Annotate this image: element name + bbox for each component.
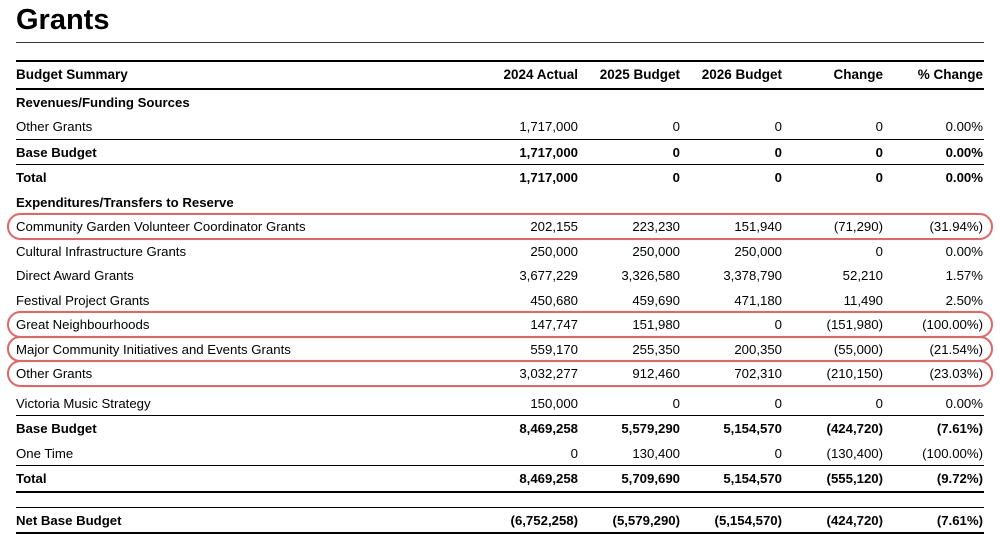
page-title: Grants [16, 5, 984, 43]
cell-pct-change: (100.00%) [922, 317, 983, 333]
cell-change: (210,150) [826, 366, 883, 382]
table-row-community-garden-grants [16, 214, 984, 239]
table-row-total-expenditure [16, 465, 984, 493]
column-header-pct-change: % Change [917, 66, 983, 82]
column-header-2025-budget: 2025 Budget [599, 66, 680, 82]
cell-2026-budget: 250,000 [734, 243, 782, 259]
row-label: Festival Project Grants [16, 292, 150, 308]
cell-2024-actual: 202,155 [530, 219, 578, 235]
row-label: Direct Award Grants [16, 268, 134, 284]
budget-summary-table [16, 60, 984, 534]
cell-2025-budget: 223,230 [632, 219, 680, 235]
row-label: Cultural Infrastructure Grants [16, 243, 187, 259]
cell-2025-budget: 912,460 [632, 366, 680, 382]
row-label: Other Grants [16, 366, 93, 382]
cell-2026-budget: 702,310 [734, 366, 782, 382]
cell-2025-budget: 5,709,690 [621, 471, 680, 487]
cell-2026-budget: 5,154,570 [723, 421, 782, 437]
table-row-festival-project-grants [16, 288, 984, 313]
cell-2024-actual: 1,717,000 [519, 170, 578, 186]
cell-pct-change: 0.00% [945, 119, 983, 135]
table-header-row [16, 60, 984, 90]
row-label: Total [16, 471, 47, 487]
cell-pct-change: (21.54%) [929, 341, 983, 357]
row-label: Community Garden Volunteer Coordinator Grants [16, 219, 306, 235]
table-row-net-base-budget [16, 507, 984, 534]
cell-2024-actual: 0 [570, 445, 578, 461]
cell-change: 0 [875, 170, 883, 186]
table-row-base-budget-revenue [16, 139, 984, 165]
cell-2026-budget: (5,154,570) [714, 512, 782, 528]
column-header-change: Change [833, 66, 883, 82]
cell-2026-budget: 151,940 [734, 219, 782, 235]
cell-2024-actual: 1,717,000 [519, 144, 578, 160]
row-label: Base Budget [16, 144, 97, 160]
cell-2024-actual: 1,717,000 [519, 119, 578, 135]
column-header-2026-budget: 2026 Budget [701, 66, 782, 82]
cell-change: 0 [875, 144, 883, 160]
cell-change: (424,720) [826, 512, 883, 528]
cell-2026-budget: 5,154,570 [723, 471, 782, 487]
cell-pct-change: 0.00% [945, 395, 983, 411]
cell-2024-actual: 3,677,229 [519, 268, 578, 284]
cell-2025-budget: 0 [672, 170, 680, 186]
cell-pct-change: (7.61%) [936, 421, 983, 437]
cell-2026-budget: 0 [774, 445, 782, 461]
row-label: Net Base Budget [16, 512, 122, 528]
cell-pct-change: 1.57% [945, 268, 983, 284]
cell-2024-actual: 147,747 [530, 317, 578, 333]
cell-2026-budget: 0 [774, 395, 782, 411]
cell-pct-change: (23.03%) [929, 366, 983, 382]
table-row-one-time [16, 441, 984, 466]
cell-2025-budget: 0 [672, 144, 680, 160]
cell-2025-budget: (5,579,290) [612, 512, 680, 528]
cell-change: 0 [875, 395, 883, 411]
cell-2026-budget: 0 [774, 144, 782, 160]
cell-pct-change: (9.72%) [936, 471, 983, 487]
cell-change: 11,490 [843, 292, 883, 308]
cell-2024-actual: 8,469,258 [519, 421, 578, 437]
cell-change: (424,720) [826, 421, 883, 437]
cell-2025-budget: 255,350 [632, 341, 680, 357]
cell-pct-change: (100.00%) [922, 445, 983, 461]
table-row-total-revenue [16, 164, 984, 190]
cell-pct-change: 0.00% [945, 170, 983, 186]
cell-2025-budget: 0 [672, 119, 680, 135]
table-row-other-grants-expenditure [16, 361, 984, 386]
cell-2024-actual: (6,752,258) [510, 512, 578, 528]
cell-2026-budget: 0 [774, 119, 782, 135]
column-header-2024-actual: 2024 Actual [503, 66, 578, 82]
cell-2024-actual: 150,000 [530, 395, 578, 411]
cell-2025-budget: 130,400 [632, 445, 680, 461]
table-row-section-expenditures [16, 190, 984, 215]
cell-2025-budget: 151,980 [632, 317, 680, 333]
cell-2024-actual: 8,469,258 [519, 471, 578, 487]
table-row-base-budget-expenditure [16, 415, 984, 441]
row-label: Great Neighbourhoods [16, 317, 150, 333]
row-label: Expenditures/Transfers to Reserve [16, 194, 234, 210]
cell-change: 0 [875, 119, 883, 135]
row-label: Revenues/Funding Sources [16, 94, 190, 110]
cell-2026-budget: 3,378,790 [723, 268, 782, 284]
cell-2025-budget: 250,000 [632, 243, 680, 259]
cell-change: (555,120) [826, 471, 883, 487]
table-row-victoria-music-strategy [16, 391, 984, 416]
cell-change: (55,000) [833, 341, 883, 357]
cell-change: (71,290) [833, 219, 883, 235]
table-row-section-revenues [16, 90, 984, 115]
cell-2024-actual: 450,680 [530, 292, 578, 308]
table-row-great-neighbourhoods [16, 312, 984, 337]
table-row-major-community-initiatives [16, 337, 984, 362]
cell-2025-budget: 3,326,580 [621, 268, 680, 284]
cell-change: (130,400) [826, 445, 883, 461]
cell-pct-change: (7.61%) [936, 512, 983, 528]
cell-2026-budget: 0 [774, 317, 782, 333]
cell-2025-budget: 0 [672, 395, 680, 411]
cell-2026-budget: 471,180 [734, 292, 782, 308]
cell-change: 52,210 [842, 268, 883, 284]
row-label: Other Grants [16, 119, 93, 135]
cell-2024-actual: 559,170 [530, 341, 578, 357]
row-label: Victoria Music Strategy [16, 395, 151, 411]
cell-pct-change: 2.50% [945, 292, 983, 308]
table-row-cultural-infrastructure-grants [16, 239, 984, 264]
table-row-direct-award-grants [16, 263, 984, 288]
row-label: One Time [16, 445, 74, 461]
table-row-other-grants-revenue [16, 114, 984, 139]
cell-2025-budget: 459,690 [632, 292, 680, 308]
cell-2025-budget: 5,579,290 [621, 421, 680, 437]
cell-change: (151,980) [826, 317, 883, 333]
cell-pct-change: (31.94%) [929, 219, 983, 235]
cell-2024-actual: 3,032,277 [519, 366, 578, 382]
row-label: Total [16, 170, 47, 186]
column-header-budget-summary: Budget Summary [16, 66, 128, 82]
cell-change: 0 [875, 243, 883, 259]
row-label: Major Community Initiatives and Events Grants [16, 341, 291, 357]
cell-2026-budget: 200,350 [734, 341, 782, 357]
cell-2026-budget: 0 [774, 170, 782, 186]
cell-pct-change: 0.00% [945, 144, 983, 160]
cell-pct-change: 0.00% [945, 243, 983, 259]
cell-2024-actual: 250,000 [530, 243, 578, 259]
row-label: Base Budget [16, 421, 97, 437]
